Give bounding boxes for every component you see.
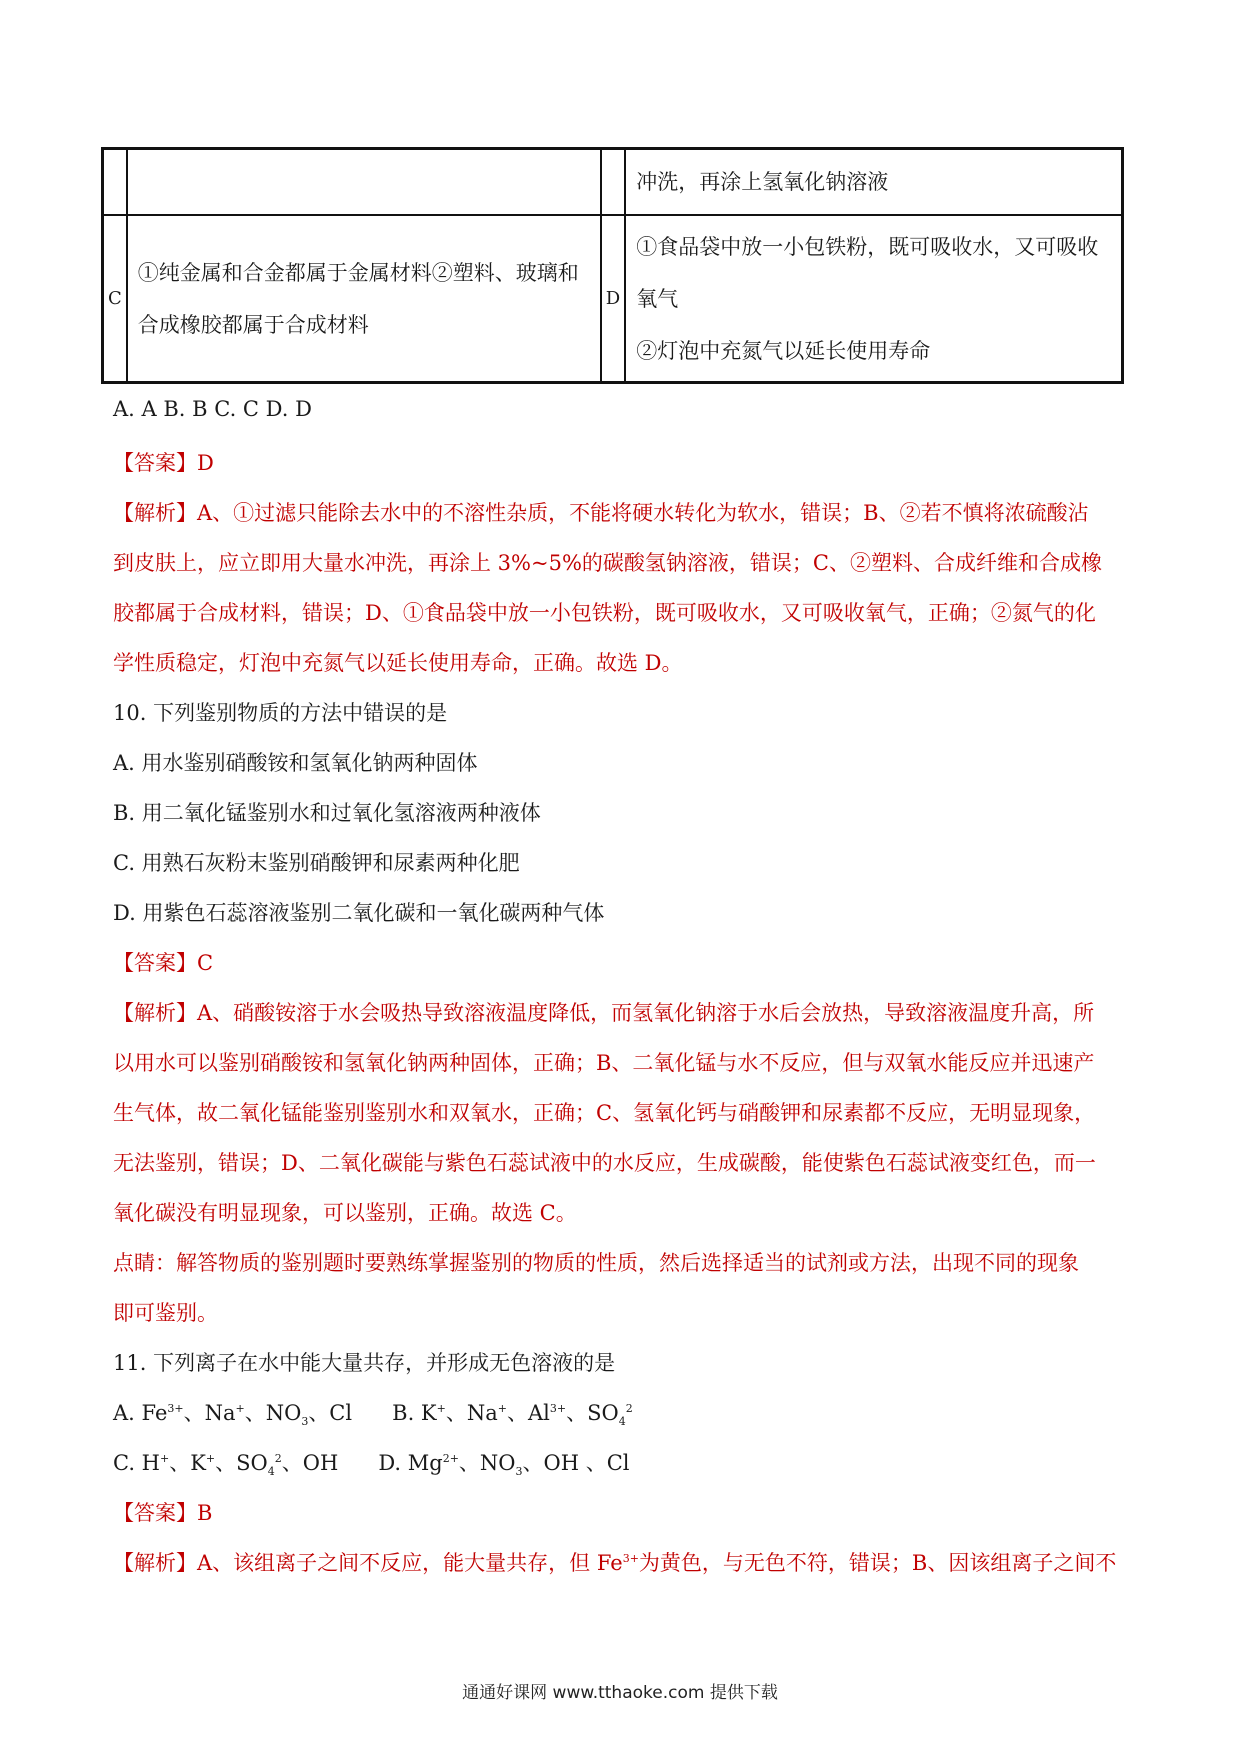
cell-line: ②灯泡中充氮气以延长使用寿命: [636, 338, 931, 363]
answer-value: C: [197, 951, 214, 975]
q10-analysis-line: 无法鉴别，错误；D、二氧化碳能与紫色石蕊试液中的水反应，生成碳酸，能使紫色石蕊试液变红色，而一: [113, 1151, 1096, 1175]
q9-analysis-line: 到皮肤上，应立即用大量水冲洗，再涂上 3%~5%的碳酸氢钠溶液，错误；C、②塑料、合成纤维和合成橡: [113, 551, 1102, 575]
table-cell: [127, 149, 601, 216]
options-table: [101, 147, 1124, 384]
q10-note-line: 即可鉴别。: [113, 1301, 218, 1325]
table-cell-label: [103, 149, 127, 216]
table-cell-label: D: [601, 215, 625, 383]
q10-stem: 10. 下列鉴别物质的方法中错误的是: [113, 701, 448, 725]
table-cell: [625, 215, 1122, 383]
analysis-tag: 【解析】: [113, 1551, 197, 1575]
answer-tag: 【答案】: [113, 451, 197, 475]
q10-answer: [113, 947, 213, 977]
q10-analysis-line: [113, 997, 1094, 1027]
page-footer: 通通好课网 www.tthaoke.com 提供下载: [462, 1683, 778, 1703]
table-cell-label: [601, 149, 625, 216]
q10-analysis-line: 以用水可以鉴别硝酸铵和氢氧化钠两种固体，正确；B、二氧化锰与水不反应，但与双氧水能反应并迅速产: [113, 1051, 1095, 1075]
answer-tag: 【答案】: [113, 951, 197, 975]
q10-analysis-line: 氧化碳没有明显现象，可以鉴别，正确。故选 C。: [113, 1201, 577, 1225]
cell-line: ①纯金属和合金都属于金属材料②塑料、玻璃和: [137, 260, 579, 285]
answer-tag: 【答案】: [113, 1501, 197, 1525]
q11-options-ab: A. $Fe^{3+}$、Na+、$NO_3$、Cl B. K+、Na+、$Al^{3+}$、$SO_4^2$: [113, 1401, 633, 1429]
q11-answer: [113, 1497, 212, 1527]
q10-option-c: C. 用熟石灰粉末鉴别硝酸钾和尿素两种化肥: [113, 851, 520, 875]
q10-option-d: D. 用紫色石蕊溶液鉴别二氧化碳和一氧化碳两种气体: [113, 901, 605, 925]
analysis-text: A、硝酸铵溶于水会吸热导致溶液温度降低，而氢氧化钠溶于水后会放热，导致溶液温度升高，所: [197, 1001, 1095, 1025]
table-row: [103, 149, 1123, 216]
analysis-text: A、①过滤只能除去水中的不溶性杂质，不能将硬水转化为软水，错误；B、②若不慎将浓硫酸沾: [197, 501, 1089, 525]
analysis-text: 为黄色，与无色不符，错误；B、因该组离子之间不: [638, 1551, 1117, 1575]
table-row: [103, 215, 1123, 383]
table-cell: 冲洗，再涂上氢氧化钠溶液: [625, 149, 1122, 216]
table-cell: [127, 215, 601, 383]
q9-answer: [113, 447, 214, 477]
analysis-tag: 【解析】: [113, 1001, 197, 1025]
analysis-tag: 【解析】: [113, 501, 197, 525]
q9-options: A. A B. B C. C D. D: [113, 397, 312, 421]
q10-option-b: B. 用二氧化锰鉴别水和过氧化氢溶液两种液体: [113, 801, 541, 825]
q11-stem: 11. 下列离子在水中能大量共存，并形成无色溶液的是: [113, 1351, 616, 1375]
q9-analysis-line: [113, 497, 1089, 527]
cell-line: 合成橡胶都属于合成材料: [137, 312, 369, 337]
analysis-text: A、该组离子之间不反应，能大量共存，但 Fe: [197, 1551, 623, 1575]
answer-value: D: [197, 451, 214, 475]
answer-value: B: [197, 1501, 213, 1525]
q10-analysis-line: 生气体，故二氧化锰能鉴别鉴别水和双氧水，正确；C、氢氧化钙与硝酸钾和尿素都不反应，无明显现象，: [113, 1101, 1096, 1125]
cell-line: ①食品袋中放一小包铁粉，既可吸收水，又可吸收: [636, 234, 1099, 259]
q9-analysis-line: 胶都属于合成材料，错误；D、①食品袋中放一小包铁粉，既可吸收水，又可吸收氧气，正确；②氮气的化: [113, 601, 1096, 625]
table-cell-label: C: [103, 215, 127, 383]
superscript: 3+: [622, 1552, 639, 1565]
q10-option-a: A. 用水鉴别硝酸铵和氢氧化钠两种固体: [113, 751, 478, 775]
q11-analysis-line: [113, 1547, 1116, 1577]
q9-analysis-line: 学性质稳定，灯泡中充氮气以延长使用寿命，正确。故选 D。: [113, 651, 683, 675]
q10-note-line: 点睛：解答物质的鉴别题时要熟练掌握鉴别的物质的性质，然后选择适当的试剂或方法，出现不同的现象: [113, 1251, 1079, 1275]
cell-line: 氧气: [636, 286, 679, 311]
q11-options-cd: C. H+、K+、$SO_4^2$、OH D. $Mg^{2+}$、$NO_3$、OH 、Cl: [113, 1451, 630, 1479]
